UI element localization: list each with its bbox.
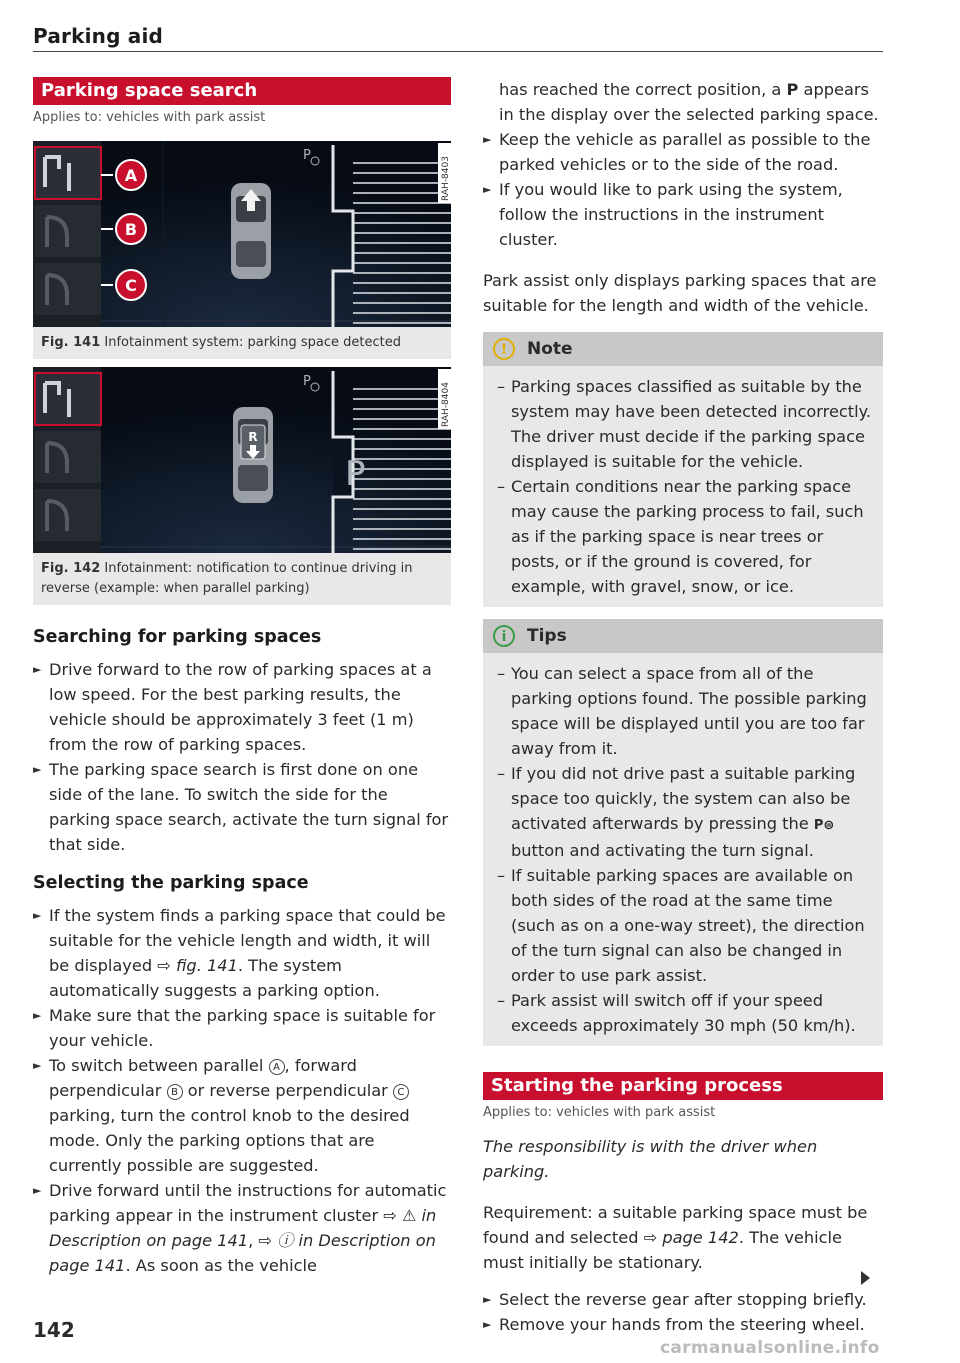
link-page-142[interactable]: ⇨ page 142 xyxy=(643,1228,739,1247)
note-item-2: – Certain conditions near the parking space may cause the parking process to fail, such as if the parking space is near trees or posts, or if the ground is covered, for example, with gravel, snow, or ice. xyxy=(497,474,873,599)
select-bullet-3: ► To switch between parallel A , forward perpendicular B or reverse perpendicular C parking, turn the control knob to the desired mode. Only the parking options that are currently possible are suggested. xyxy=(33,1053,451,1178)
link-fig-141[interactable]: ⇨ fig. 141 xyxy=(157,956,238,975)
parallel-bullet: ► Keep the vehicle as parallel as possible to the parked vehicles or to the side of the road. xyxy=(483,127,883,177)
note-body xyxy=(483,366,883,607)
select-bullet-2: ► Make sure that the parking space is suitable for your vehicle. xyxy=(33,1003,451,1053)
tip-item-3: – If suitable parking spaces are available on both sides of the road at the same time (such as on a one-way street), the direction of the turn signal can also be changed in order to use park assist. xyxy=(497,863,873,988)
section-title-starting-parking-process: Starting the parking process xyxy=(483,1072,883,1100)
search-bullet-2: ► The parking space search is first done on one side of the lane. To switch the side for the parking space search, activate the turn signal for that side. xyxy=(33,757,451,857)
page-header-title: Parking aid xyxy=(33,24,164,48)
note-title: Note xyxy=(527,339,573,359)
applies-note: Applies to: vehicles with park assist xyxy=(33,110,266,125)
applies-note-2: Applies to: vehicles with park assist xyxy=(483,1105,716,1120)
note-header xyxy=(483,332,883,366)
watermark: carmanualsonline.info xyxy=(660,1338,880,1358)
right-column xyxy=(483,77,883,1337)
tip-item-4: – Park assist will switch off if your speed exceeds approximately 30 mph (50 km/h). xyxy=(497,988,873,1038)
svg-text:B: B xyxy=(124,220,138,239)
figure-141-image xyxy=(33,141,451,327)
left-column xyxy=(33,77,451,1278)
callout-c-icon: C xyxy=(393,1084,409,1100)
link-note-page-141[interactable]: ⇨ ⓘ in Description on page 141 xyxy=(49,1231,436,1275)
select-bullet-1: ► If the system finds a parking space that could be suitable for the vehicle length and width, it will be displayed ⇨ fig. 141. The system automatically suggests a parking option. xyxy=(33,903,451,1003)
heading-searching-parking-spaces: Searching for parking spaces xyxy=(33,627,322,647)
section-title-parking-space-search: Parking space search xyxy=(33,77,451,105)
tips-header xyxy=(483,619,883,653)
responsibility-statement: The responsibility is with the driver when parking. xyxy=(483,1137,818,1181)
park-assist-only-paragraph: Park assist only displays parking spaces that are suitable for the length and width of the vehicle. xyxy=(483,271,877,315)
remove-hands-bullet: ► Remove your hands from the steering wheel. xyxy=(483,1312,883,1337)
figure-142-drawing xyxy=(33,367,451,553)
tip-item-1: – You can select a space from all of the parking options found. The possible parking space will be displayed until you are too far away from it. xyxy=(497,661,873,761)
figure-142-caption: Fig. 142 Infotainment: notification to continue driving in reverse (example: when parallel parking) xyxy=(33,553,451,605)
search-bullet-1: ► Drive forward to the row of parking spaces at a low speed. For the best parking results, the vehicle should be approximately 3 feet (1 m) from the row of parking spaces. xyxy=(33,657,451,757)
note-box xyxy=(483,332,883,607)
fig142-pg-symbol: P xyxy=(303,374,311,389)
svg-text:C: C xyxy=(125,276,137,295)
reverse-gear-bullet: ► Select the reverse gear after stopping briefly. xyxy=(483,1287,883,1312)
tips-title: Tips xyxy=(527,626,567,646)
figure-141-drawing xyxy=(33,141,451,327)
note-item-1: – Parking spaces classified as suitable by the system may have been detected incorrectly. The driver must decide if the parking space displayed is suitable for the vehicle. xyxy=(497,374,873,474)
park-assist-button-symbol: P⊜ xyxy=(813,818,835,833)
continue-arrow-icon xyxy=(861,1271,870,1285)
page-number: 142 xyxy=(33,1318,75,1342)
info-icon: i xyxy=(493,625,515,647)
tips-body xyxy=(483,653,883,1046)
requirement-paragraph: Requirement: a suitable parking space must be found and selected ⇨ page 142. The vehicle must initially be stationary. xyxy=(483,1203,868,1272)
header-rule xyxy=(33,51,883,52)
exclamation-icon: ! xyxy=(493,338,515,360)
callout-a-icon: A xyxy=(269,1059,285,1075)
fig141-pg-symbol: P xyxy=(303,148,311,163)
tip-item-2: – If you did not drive past a suitable parking space too quickly, the system can also be activated afterwards by pressing the P⊜ button and activating the turn signal. xyxy=(497,761,873,863)
fig142-r-label: R xyxy=(248,430,258,444)
heading-selecting-parking-space: Selecting the parking space xyxy=(33,873,309,893)
fig142-p-label: P xyxy=(345,454,366,494)
figure-142-image xyxy=(33,367,451,553)
svg-text:A: A xyxy=(124,166,138,185)
fig141-code: RAH-8403 xyxy=(441,156,451,201)
figure-141-caption: Fig. 141 Infotainment system: parking space detected xyxy=(33,327,451,359)
link-warning-page-141[interactable]: ⇨ ⚠ in Description on page 141 xyxy=(49,1206,437,1250)
follow-bullet: ► If you would like to park using the system, follow the instructions in the instrument cluster. xyxy=(483,177,883,252)
continued-paragraph: has reached the correct position, a P appears in the display over the selected parking space. xyxy=(499,80,879,124)
callout-b-icon: B xyxy=(167,1084,183,1100)
select-bullet-4: ► Drive forward until the instructions for automatic parking appear in the instrument cluster ⇨ ⚠ in Description on page 141, ⇨ ⓘ in Description on page 141. As soon as the vehicle xyxy=(33,1178,451,1278)
fig142-code: RAH-8404 xyxy=(441,382,451,427)
tips-box xyxy=(483,619,883,1046)
